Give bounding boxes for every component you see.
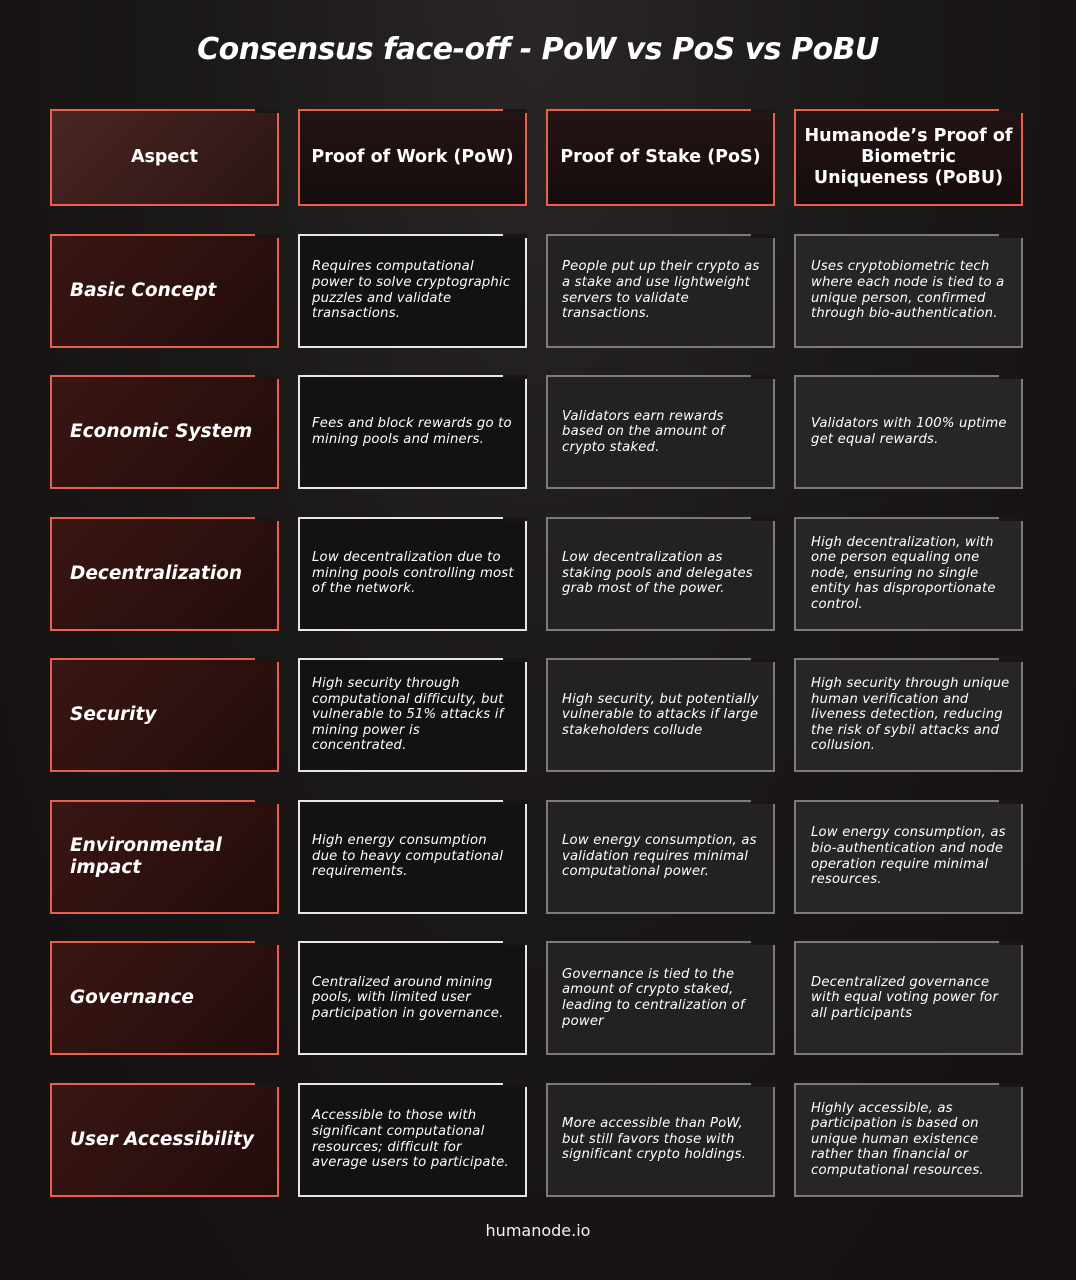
cell-pobu: Highly accessible, as participation is based on unique human existence rather than financial or computational resources. — [794, 1083, 1023, 1197]
cell-pos: Validators earn rewards based on the amount of crypto staked. — [546, 375, 775, 489]
cell-pobu: Validators with 100% uptime get equal rewards. — [794, 375, 1023, 489]
cell-pow: Requires computational power to solve cryptographic puzzles and validate transactions. — [298, 234, 527, 348]
row-label-security: Security — [50, 658, 279, 772]
header-aspect: Aspect — [50, 109, 279, 206]
row-label-basic-concept: Basic Concept — [50, 234, 279, 348]
cell-pobu: Uses cryptobiometric tech where each node is tied to a unique person, confirmed through bio-authentication. — [794, 234, 1023, 348]
cell-pos: Low energy consumption, as validation requires minimal computational power. — [546, 800, 775, 914]
header-pobu: Humanode’s Proof of Biometric Uniqueness (PoBU) — [794, 109, 1023, 206]
cell-pow: Low decentralization due to mining pools controlling most of the network. — [298, 517, 527, 631]
header-pos: Proof of Stake (PoS) — [546, 109, 775, 206]
cell-pobu: Decentralized governance with equal voting power for all participants — [794, 941, 1023, 1055]
footer-site-link[interactable]: humanode.io — [485, 1221, 591, 1240]
cell-pos: Low decentralization as staking pools and delegates grab most of the power. — [546, 517, 775, 631]
header-pow: Proof of Work (PoW) — [298, 109, 527, 206]
page-title: Consensus face-off - PoW vs PoS vs PoBU — [197, 32, 879, 67]
cell-pobu: High security through unique human verification and liveness detection, reducing the risk of sybil attacks and collusion. — [794, 658, 1023, 772]
row-label-user-accessibility: User Accessibility — [50, 1083, 279, 1197]
row-label-environmental-impact: Environmental impact — [50, 800, 279, 914]
cell-pos: People put up their crypto as a stake and use lightweight servers to validate transactions. — [546, 234, 775, 348]
cell-pobu: High decentralization, with one person equaling one node, ensuring no single entity has disproportionate control. — [794, 517, 1023, 631]
cell-pos: More accessible than PoW, but still favors those with significant crypto holdings. — [546, 1083, 775, 1197]
cell-pos: High security, but potentially vulnerable to attacks if large stakeholders collude — [546, 658, 775, 772]
row-label-governance: Governance — [50, 941, 279, 1055]
cell-pow: Centralized around mining pools, with limited user participation in governance. — [298, 941, 527, 1055]
cell-pos: Governance is tied to the amount of crypto staked, leading to centralization of power — [546, 941, 775, 1055]
row-label-decentralization: Decentralization — [50, 517, 279, 631]
cell-pobu: Low energy consumption, as bio-authentication and node operation require minimal resources. — [794, 800, 1023, 914]
comparison-table — [50, 109, 1023, 1197]
cell-pow: Fees and block rewards go to mining pools and miners. — [298, 375, 527, 489]
cell-pow: High energy consumption due to heavy computational requirements. — [298, 800, 527, 914]
cell-pow: High security through computational difficulty, but vulnerable to 51% attacks if mining power is concentrated. — [298, 658, 527, 772]
row-label-economic-system: Economic System — [50, 375, 279, 489]
cell-pow: Accessible to those with significant computational resources; difficult for average users to participate. — [298, 1083, 527, 1197]
